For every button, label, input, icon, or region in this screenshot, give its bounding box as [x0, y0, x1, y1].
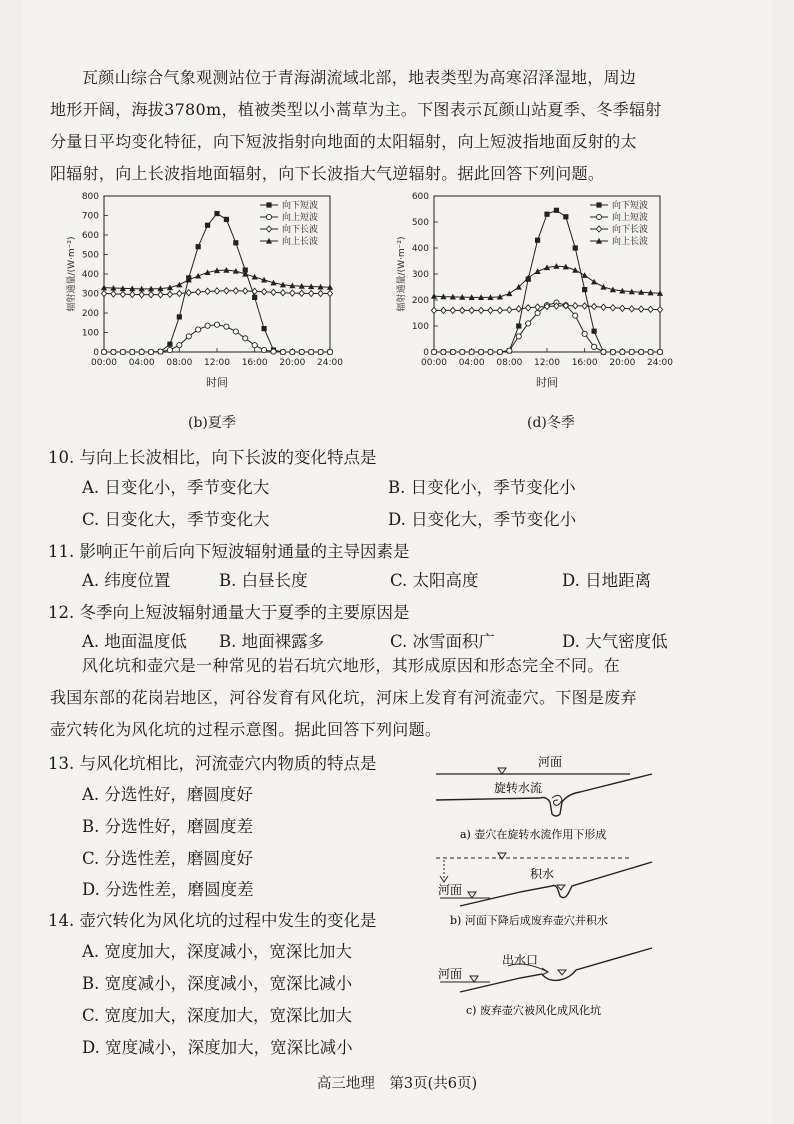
intro-paragraph-1 — [50, 62, 690, 190]
y-tick-label: 200 — [81, 309, 99, 319]
diagram-b-river-label: 河面 — [438, 883, 463, 897]
x-tick-label: 04:00 — [128, 358, 155, 368]
data-point — [573, 245, 578, 250]
data-point — [233, 288, 238, 294]
chart-summer — [62, 188, 362, 442]
y-tick-label: 400 — [81, 270, 99, 280]
q12-option-b[interactable]: B. 地面裸露多 — [219, 632, 325, 651]
data-point — [450, 349, 455, 354]
data-point — [318, 290, 323, 296]
data-point — [130, 291, 135, 297]
data-point — [600, 284, 606, 290]
data-point — [506, 290, 512, 296]
y-axis-label: 辐射通量/(W·m⁻²) — [397, 236, 407, 312]
swirl-icon — [552, 795, 562, 805]
data-point — [534, 268, 540, 274]
intro1-line: 地形开阔，海拔3780m，植被类型以小蒿草为主。下图表示瓦颜山站夏季、冬季辐射 — [50, 100, 662, 119]
data-point — [214, 288, 219, 294]
q14-option-c[interactable]: C. 宽度加大，深度加大，宽深比加大 — [82, 1006, 353, 1025]
pothole-diagram — [430, 752, 670, 1027]
x-axis-label: 时间 — [536, 376, 558, 389]
data-point — [111, 349, 116, 354]
x-tick-label: 00:00 — [421, 358, 447, 368]
intro-paragraph-2 — [50, 650, 690, 746]
y-tick-label: 400 — [411, 244, 429, 254]
diagram-a-river-label: 河面 — [538, 755, 563, 769]
q13-option-b[interactable]: B. 分选性好，磨圆度差 — [82, 817, 254, 836]
data-point — [327, 290, 332, 296]
legend-label: 向上长波 — [282, 237, 319, 247]
data-point — [139, 292, 144, 298]
q12-option-c[interactable]: C. 冰雪面积广 — [390, 632, 496, 651]
data-point — [214, 211, 219, 216]
water-level-icon — [470, 976, 478, 982]
data-point — [139, 349, 144, 354]
diagram-panel-c — [438, 948, 652, 1017]
legend-marker — [596, 202, 601, 207]
data-point — [573, 303, 578, 309]
intro2-line: 风化坑和壶穴是一种常见的岩石坑穴地形，其形成原因和形态完全不同。在 — [82, 656, 620, 675]
data-point — [214, 322, 219, 327]
data-point — [243, 336, 248, 341]
data-point — [224, 288, 229, 294]
data-point — [233, 240, 238, 245]
data-point — [290, 349, 295, 354]
data-point — [327, 349, 332, 354]
y-tick-label: 200 — [411, 296, 429, 306]
riverbed-profile — [436, 774, 652, 816]
y-tick-label: 700 — [81, 211, 99, 222]
water-level-icon — [468, 892, 476, 898]
data-point — [591, 279, 597, 285]
q10-option-d[interactable]: D. 日变化大，季节变化小 — [388, 510, 577, 529]
q11-option-b[interactable]: B. 白昼长度 — [219, 571, 308, 590]
legend-label: 向下短波 — [612, 201, 649, 211]
diagram-b-caption: b) 河面下降后成废弃壶穴并积水 — [450, 914, 608, 927]
ground-profile — [460, 948, 652, 992]
data-point — [488, 307, 493, 313]
diagram-panel-a — [436, 755, 652, 841]
data-point — [469, 307, 474, 313]
data-point — [309, 290, 314, 296]
data-point — [535, 238, 540, 243]
q14-option-a[interactable]: A. 宽度加大，深度减小，宽深比加大 — [82, 942, 352, 961]
legend-label: 向上短波 — [612, 213, 649, 223]
data-point — [648, 349, 653, 354]
y-tick-label: 300 — [81, 289, 99, 300]
legend-marker — [266, 214, 271, 219]
data-point — [620, 305, 625, 311]
data-point — [261, 347, 266, 352]
legend-label: 向上长波 — [612, 237, 649, 247]
data-point — [657, 349, 662, 354]
chart-winter — [392, 188, 692, 442]
chart-winter-caption: (d)冬季 — [527, 415, 575, 431]
data-point — [177, 343, 182, 348]
data-point — [148, 349, 153, 354]
question-14: 14. 壶穴转化为风化坑的过程中发生的变化是 — [48, 911, 377, 930]
data-point — [224, 217, 229, 222]
data-point — [582, 287, 587, 292]
data-point — [544, 212, 549, 217]
data-point — [233, 329, 238, 334]
data-point — [582, 331, 587, 336]
x-tick-label: 24:00 — [647, 358, 673, 368]
data-point — [167, 347, 172, 352]
legend-marker — [596, 214, 601, 219]
data-point — [488, 349, 493, 354]
data-point — [299, 290, 304, 296]
data-point — [507, 307, 512, 313]
data-point — [280, 290, 285, 296]
diagram-c-outlet-label: 出水口 — [502, 953, 539, 967]
legend-label: 向下短波 — [282, 201, 319, 211]
q10-option-c[interactable]: C. 日变化大，季节变化大 — [82, 510, 270, 529]
diagram-a-caption: a) 壶穴在旋转水流作用下形成 — [460, 828, 607, 841]
data-point — [120, 349, 125, 354]
y-tick-label: 500 — [81, 250, 99, 261]
x-tick-label: 00:00 — [91, 358, 117, 368]
data-point — [186, 334, 191, 339]
data-point — [469, 349, 474, 354]
diagram-c-river-label: 河面 — [438, 967, 463, 981]
data-point — [195, 273, 201, 279]
y-tick-label: 500 — [411, 218, 429, 228]
data-point — [177, 314, 182, 319]
q12-option-d[interactable]: D. 大气密度低 — [562, 632, 668, 651]
x-tick-label: 24:00 — [317, 358, 343, 368]
legend-marker — [266, 226, 271, 232]
series-line — [434, 266, 660, 297]
data-point — [252, 295, 257, 300]
series-向下长波 — [431, 303, 662, 314]
data-point — [657, 307, 662, 313]
q10-option-a[interactable]: A. 日变化小，季节变化大 — [82, 478, 270, 497]
data-point — [573, 313, 578, 318]
data-point — [299, 349, 304, 354]
q13-option-a[interactable]: A. 分选性好，磨圆度好 — [82, 785, 253, 804]
q12-option-a[interactable]: A. 地面温度低 — [82, 632, 187, 651]
data-point — [610, 305, 615, 311]
legend-label: 向下长波 — [612, 225, 649, 235]
intro1-line: 分量日平均变化特征，向下短波指射向地面的太阳辐射，向上短波指地面反射的太 — [50, 132, 637, 151]
data-point — [629, 349, 634, 354]
data-point — [205, 223, 210, 228]
data-point — [205, 323, 210, 328]
legend-label: 向上短波 — [282, 213, 319, 223]
q14-option-b[interactable]: B. 宽度减小，深度减小，宽深比减小 — [82, 974, 353, 993]
data-point — [497, 349, 502, 354]
y-tick-label: 600 — [81, 231, 99, 241]
data-point — [582, 272, 588, 278]
legend-marker — [266, 202, 271, 207]
y-axis-label: 辐射通量/(W·m⁻²) — [67, 236, 77, 312]
arrow-right-icon — [542, 968, 548, 975]
data-point — [148, 292, 153, 298]
data-point — [629, 306, 634, 312]
data-point — [516, 334, 521, 339]
data-point — [318, 349, 323, 354]
q11-option-d[interactable]: D. 日地距离 — [562, 571, 652, 590]
data-point — [243, 288, 248, 294]
chart-summer-svg — [62, 188, 362, 438]
x-axis-label: 时间 — [206, 376, 228, 389]
question-10: 10. 与向上长波相比，向下长波的变化特点是 — [48, 448, 377, 467]
data-point — [601, 304, 606, 310]
y-tick-label: 600 — [411, 192, 429, 202]
data-point — [639, 306, 644, 312]
data-point — [101, 290, 106, 296]
q10-option-b[interactable]: B. 日变化小，季节变化小 — [388, 478, 576, 497]
data-point — [591, 344, 596, 349]
intro2-line: 我国东部的花岗岩地区，河谷发育有风化坑，河床上发育有河流壶穴。下图是废弃 — [50, 688, 637, 707]
data-point — [261, 326, 266, 331]
data-point — [507, 348, 512, 353]
data-point — [431, 349, 436, 354]
data-point — [224, 324, 229, 329]
data-point — [261, 289, 266, 295]
data-point — [601, 349, 606, 354]
diagram-c-caption: c) 废弃壶穴被风化成风化坑 — [466, 1004, 601, 1017]
x-tick-label: 20:00 — [279, 358, 306, 368]
diagram-panel-b — [436, 853, 652, 927]
data-point — [309, 349, 314, 354]
q14-option-d[interactable]: D. 宽度减小，深度加大，宽深比减小 — [82, 1038, 353, 1057]
y-tick-label: 100 — [411, 322, 429, 332]
data-point — [280, 349, 285, 354]
data-point — [290, 290, 295, 296]
q13-option-c[interactable]: C. 分选性差，磨圆度好 — [82, 849, 254, 868]
riverbed-profile — [460, 862, 652, 906]
data-point — [460, 307, 465, 313]
data-point — [497, 307, 502, 313]
question-11: 11. 影响正午前后向下短波辐射通量的主导因素是 — [48, 542, 410, 561]
data-point — [196, 244, 201, 249]
q13-option-d[interactable]: D. 分选性差，磨圆度差 — [82, 880, 254, 899]
water-level-icon — [558, 970, 566, 975]
data-point — [441, 307, 446, 313]
data-point — [516, 306, 521, 312]
data-point — [554, 208, 559, 213]
data-point — [271, 349, 276, 354]
series-向上长波 — [431, 263, 663, 300]
y-tick-label: 0 — [93, 348, 99, 358]
intro2-line: 壶穴转化为风化坑的过程示意图。据此回答下列问题。 — [50, 720, 442, 739]
x-tick-label: 12:00 — [534, 358, 560, 368]
data-point — [478, 349, 483, 354]
x-tick-label: 16:00 — [241, 358, 268, 368]
data-point — [460, 349, 465, 354]
data-point — [167, 291, 172, 297]
data-point — [535, 310, 540, 315]
data-point — [441, 349, 446, 354]
data-point — [130, 349, 135, 354]
data-point — [591, 303, 596, 309]
data-point — [478, 307, 483, 313]
data-point — [167, 342, 172, 347]
data-point — [516, 323, 521, 328]
data-point — [639, 349, 644, 354]
data-point — [196, 327, 201, 332]
data-point — [205, 288, 210, 294]
data-point — [563, 214, 568, 219]
q11-option-c[interactable]: C. 太阳高度 — [390, 571, 479, 590]
data-point — [120, 291, 125, 297]
data-point — [450, 307, 455, 313]
page-footer: 高三地理 第3页(共6页) — [316, 1076, 478, 1092]
data-point — [101, 349, 106, 354]
intro1-line: 阳辐射，向上长波指地面辐射，向下长波指大气逆辐射。据此回答下列问题。 — [50, 164, 605, 183]
series-line — [104, 325, 330, 352]
data-point — [620, 349, 625, 354]
x-tick-label: 04:00 — [458, 358, 485, 368]
data-point — [591, 329, 596, 334]
data-point — [610, 349, 615, 354]
chart-winter-svg — [392, 188, 692, 438]
q11-option-a[interactable]: A. 纬度位置 — [82, 571, 171, 590]
intro1-line: 瓦颜山综合气象观测站位于青海湖流域北部，地表类型为高寒沼泽湿地，周边 — [82, 68, 637, 87]
x-tick-label: 08:00 — [166, 358, 193, 368]
y-tick-label: 0 — [423, 348, 429, 358]
x-tick-label: 20:00 — [609, 358, 636, 368]
question-12: 12. 冬季向上短波辐射通量大于夏季的主要原因是 — [48, 603, 410, 622]
data-point — [176, 282, 182, 288]
chart-summer-caption: (b)夏季 — [188, 415, 236, 431]
data-point — [271, 289, 276, 295]
diagram-b-water-label: 积水 — [530, 867, 555, 881]
legend-marker — [596, 226, 601, 232]
data-point — [535, 304, 540, 310]
y-tick-label: 800 — [81, 192, 99, 202]
y-tick-label: 100 — [81, 328, 99, 339]
y-tick-label: 300 — [411, 270, 429, 280]
data-point — [186, 290, 191, 296]
diagram-a-flow-label: 旋转水流 — [494, 781, 543, 795]
question-13: 13. 与风化坑相比，河流壶穴内物质的特点是 — [48, 754, 377, 773]
data-point — [177, 290, 182, 296]
x-tick-label: 16:00 — [571, 358, 598, 368]
data-point — [196, 289, 201, 295]
data-point — [158, 292, 163, 298]
data-point — [158, 349, 163, 354]
data-point — [582, 303, 587, 309]
legend-label: 向下长波 — [282, 225, 319, 235]
x-tick-label: 08:00 — [496, 358, 523, 368]
data-point — [648, 306, 653, 312]
data-point — [526, 321, 531, 326]
data-point — [252, 343, 257, 348]
water-level-icon — [498, 768, 506, 774]
data-point — [526, 305, 531, 311]
x-tick-label: 12:00 — [204, 358, 230, 368]
data-point — [111, 291, 116, 297]
data-point — [431, 307, 436, 313]
